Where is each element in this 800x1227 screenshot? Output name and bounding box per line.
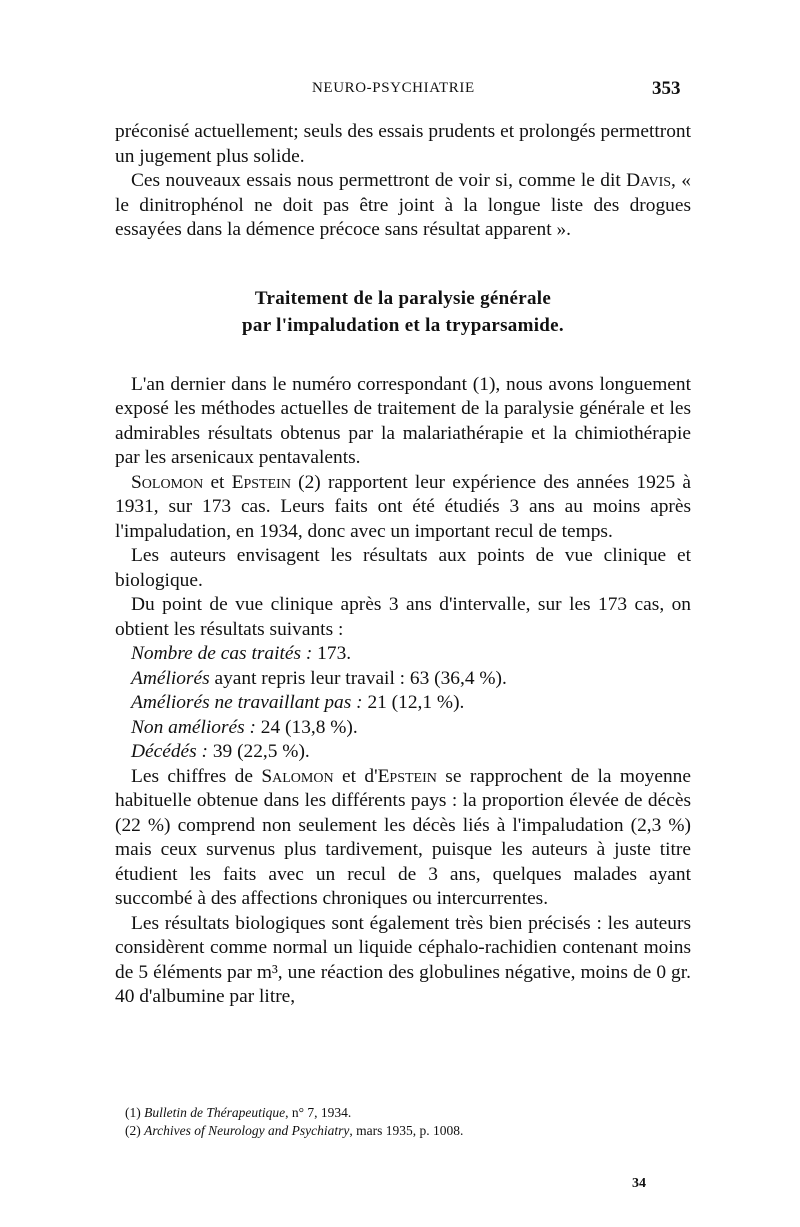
footnote: [125, 1104, 685, 1122]
result-line: [115, 691, 691, 716]
paragraph-clinical: Du point de vue clinique après 3 ans d'intervalle, sur les 173 cas, on obtient les résultats suivants :: [115, 594, 691, 640]
result-value: 39 (22,5 %).: [207, 741, 310, 762]
running-header: [0, 78, 800, 102]
footnote-text: , mars 1935, p. 1008.: [349, 1123, 464, 1138]
section-heading: [115, 285, 691, 339]
section-heading-line: par l'impaludation et la tryparsamide.: [242, 314, 564, 336]
author-name: Epstein: [231, 471, 291, 493]
footnote: [125, 1122, 685, 1140]
page-number: 353: [652, 78, 681, 99]
result-line: [115, 716, 691, 741]
text-run: et: [203, 471, 232, 493]
result-label: Améliorés: [131, 667, 210, 689]
text-run: et d': [333, 765, 378, 787]
footnote-number: (1): [125, 1105, 145, 1120]
running-title: NEURO-PSYCHIATRIE: [312, 80, 475, 96]
paragraph-intro: L'an dernier dans le numéro correspondant (1), nous avons longuement exposé les méthodes actuelles de traitement de la paralysie générale et les admirables résultats obtenus par la malariathérapie et la chimiothérapie par les arsenicaux pentavalents.: [115, 373, 691, 468]
text-run: (2) rapportent leur expérience des années 1925 à 1931, sur 173 cas. Leurs faits ont été étudiés 3 ans au moins après l'impaludation, en 1934, donc avec un important recul de temps.: [115, 471, 691, 542]
result-label: Nombre de cas traités :: [131, 643, 313, 664]
result-line: [115, 642, 691, 667]
paragraph-points-of-view: Les auteurs envisagent les résultats aux points de vue clinique et biologique.: [115, 545, 691, 591]
result-value: 21 (12,1 %).: [362, 692, 465, 713]
paragraph-solomon-epstein: [115, 471, 691, 545]
footnote-title: Archives of Neurology and Psychiatry: [144, 1123, 350, 1138]
footnotes: [125, 1104, 685, 1140]
paragraph-continuation: préconisé actuellement; seuls des essais prudents et prolongés permettront un jugement plus solide.: [115, 121, 691, 167]
result-value: 173.: [312, 643, 352, 664]
result-value: 24 (13,8 %).: [255, 716, 358, 738]
result-label: Améliorés ne travaillant pas :: [131, 692, 363, 713]
result-value: ayant repris leur travail : 63 (36,4 %).: [209, 667, 507, 689]
paragraph-davis: [115, 169, 691, 243]
result-label: Décédés :: [131, 741, 208, 762]
text-run: se rapprochent de la moyenne habituelle obtenue dans les différents pays : la proportion élevée de décès (22 %) comprend non seulement les décès liés à l'impaludation (2,3 %) mais ceux survenus plus tardivement, puisque les auteurs à juste titre étudient les faits avec un recul de 3 ans, quelques malades ayant succombé à des affections chroniques ou intercurrentes.: [115, 765, 691, 909]
text-run: , « le dinitrophénol ne doit pas être joint à la longue liste des drogues essayées dans la démence précoce sans résultat apparent ».: [115, 170, 691, 240]
result-line: [115, 740, 691, 765]
paragraph-biological: Les résultats biologiques sont également très bien précisés : les auteurs considèrent comme normal un liquide céphalo-rachidien contenant moins de 5 éléments par m³, une réaction des globulines négative, moins de 0 gr. 40 d'albumine par litre,: [115, 912, 691, 1007]
footnote-number: (2): [125, 1123, 145, 1138]
footnote-title: Bulletin de Thérapeutique: [144, 1105, 286, 1120]
section-heading-line: Traitement de la paralysie générale: [254, 287, 552, 309]
footnote-text: , n° 7, 1934.: [285, 1105, 352, 1120]
signature-mark: 34: [632, 1176, 646, 1191]
text-run: Ces nouveaux essais nous permettront de voir si, comme le dit: [131, 170, 627, 191]
author-name: Solomon: [131, 471, 204, 493]
author-name: Epstein: [377, 765, 437, 787]
result-line: [115, 667, 691, 692]
author-name: Salomon: [261, 765, 334, 787]
body-text: [115, 120, 691, 1010]
paragraph-comparison: [115, 765, 691, 912]
author-name: Davis: [626, 170, 672, 191]
result-label: Non améliorés :: [131, 716, 256, 738]
text-run: Les chiffres de: [131, 765, 262, 787]
